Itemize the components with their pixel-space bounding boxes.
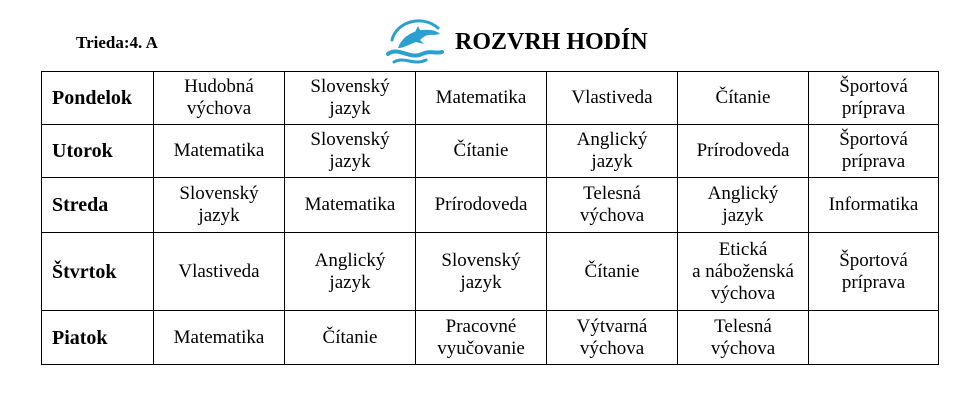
subject-cell xyxy=(678,178,809,233)
subject-cell xyxy=(285,233,416,311)
subject-text: Čítanie xyxy=(715,87,771,108)
subject-cell xyxy=(285,178,416,233)
subject-cell xyxy=(416,233,547,311)
subject-cell xyxy=(547,125,678,178)
subject-cell xyxy=(678,72,809,125)
subject-text: Čítanie xyxy=(584,260,640,282)
subject-text: Športová prípravа xyxy=(839,249,908,293)
subject-text: Anglický jazyk xyxy=(576,129,648,172)
day-label: Streda xyxy=(42,178,154,233)
subject-text: Matematika xyxy=(173,140,265,161)
subject-text: Športová prípravа xyxy=(839,129,908,172)
subject-text: Vlastiveda xyxy=(571,87,653,108)
subject-text: Športová prípravа xyxy=(839,76,908,119)
subject-text: Slovenský jazyk xyxy=(441,249,521,293)
subject-cell xyxy=(154,125,285,178)
subject-cell xyxy=(678,311,809,365)
subject-text: Slovenský jazyk xyxy=(310,76,390,119)
subject-text: Slovenský jazyk xyxy=(310,129,390,172)
subject-text: Čítanie xyxy=(322,326,378,348)
subject-text: Matematika xyxy=(304,194,396,215)
schedule-row xyxy=(42,72,939,125)
subject-cell xyxy=(285,125,416,178)
subject-cell xyxy=(416,125,547,178)
timetable xyxy=(41,71,939,365)
subject-cell xyxy=(154,72,285,125)
subject-cell xyxy=(809,125,939,178)
dolphin-logo-icon xyxy=(384,10,446,68)
subject-text: Prírodoveda xyxy=(434,194,528,215)
subject-text: Výtvarná výchova xyxy=(576,315,648,359)
subject-cell xyxy=(678,233,809,311)
subject-text: Matematika xyxy=(173,326,265,348)
subject-cell xyxy=(547,233,678,311)
subject-cell xyxy=(154,233,285,311)
subject-text: Matematika xyxy=(435,87,527,108)
subject-cell xyxy=(416,178,547,233)
subject-text: Prírodoveda xyxy=(696,140,790,161)
day-label: Utorok xyxy=(42,125,154,178)
subject-text: Anglický jazyk xyxy=(707,183,779,226)
class-label: Trieda:4. A xyxy=(76,33,158,52)
subject-cell xyxy=(809,178,939,233)
day-label: Piatok xyxy=(42,311,154,365)
subject-text: Slovenský jazyk xyxy=(179,183,259,226)
day-label: Pondelok xyxy=(42,72,154,125)
schedule-row xyxy=(42,233,939,311)
subject-cell xyxy=(416,72,547,125)
schedule-row xyxy=(42,125,939,178)
subject-text: Pracovné vyučovanie xyxy=(437,315,525,359)
subject-cell xyxy=(678,125,809,178)
subject-cell xyxy=(285,311,416,365)
subject-text: Čítanie xyxy=(453,140,509,161)
subject-cell xyxy=(547,178,678,233)
subject-cell xyxy=(809,72,939,125)
subject-cell xyxy=(809,233,939,311)
subject-cell xyxy=(285,72,416,125)
subject-text: Telesná výchova xyxy=(710,315,776,359)
subject-cell xyxy=(547,311,678,365)
day-label: Štvrtok xyxy=(42,233,154,311)
subject-cell xyxy=(416,311,547,365)
subject-cell xyxy=(154,178,285,233)
subject-text: Vlastiveda xyxy=(178,260,260,282)
subject-text: Etická a náboženská výchova xyxy=(692,238,794,304)
subject-text: Hudobná výchova xyxy=(184,76,254,119)
schedule-row xyxy=(42,311,939,365)
subject-cell xyxy=(547,72,678,125)
subject-text: Informatika xyxy=(828,194,919,215)
schedule-row xyxy=(42,178,939,233)
subject-text: Telesná výchova xyxy=(579,183,645,226)
page-title: ROZVRH HODÍN xyxy=(455,29,648,55)
subject-cell xyxy=(154,311,285,365)
subject-cell xyxy=(809,311,939,365)
subject-text: Anglický jazyk xyxy=(314,249,386,293)
